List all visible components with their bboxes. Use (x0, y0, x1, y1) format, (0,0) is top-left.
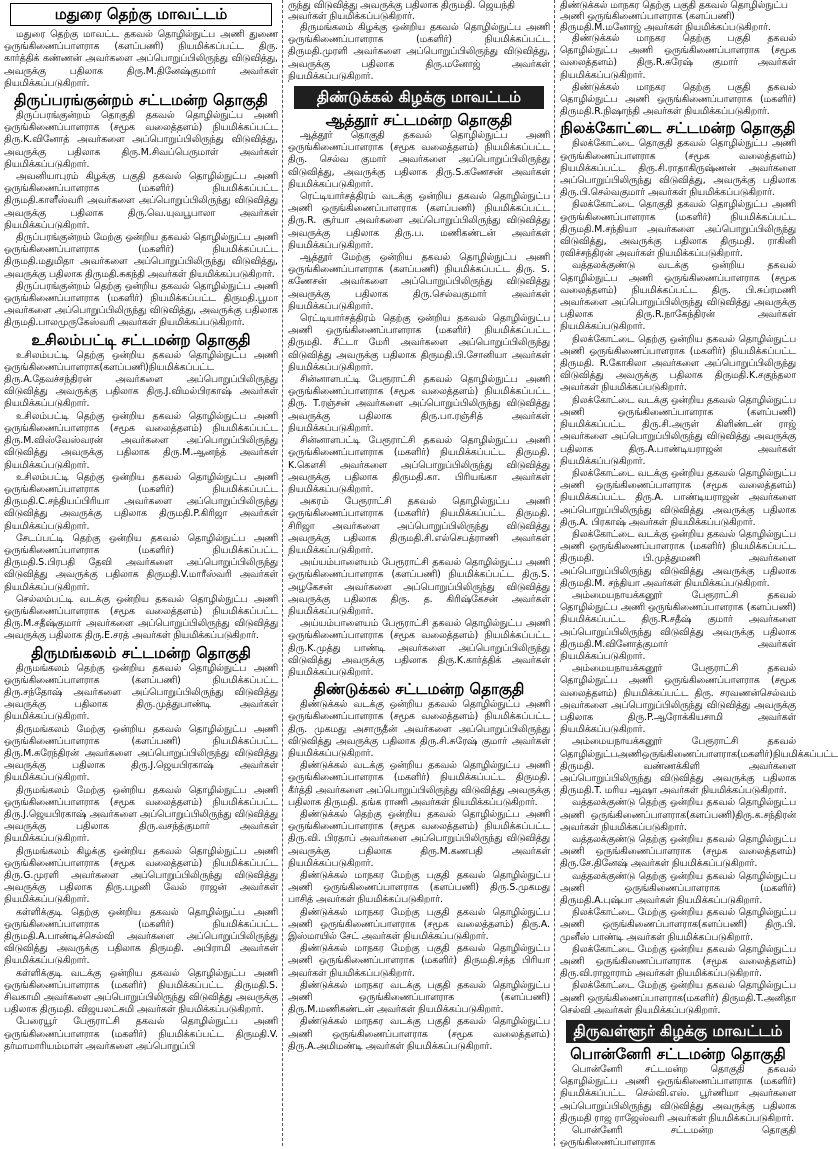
paragraph: பொன்னேரி சட்டமன்ற தொகுதி தகவல் தொழில்நுட்ப அணி ஒருங்கிணைப்பாளராக (மகளிர்) நியமிக்கப்பட்ட செல்வி.எஸ். பூர்ணிமா அவர்களை அப்பொறுப்பிலிருந்து விடுவித்து அவருக்கு பதிலாக திருமதி ராஜ ராஜேஸ்வரி அவர்கள் நியமிக்கப்படுகிறார். (560, 1064, 796, 1124)
paragraph: வத்தலக்குண்டு வடக்கு ஒன்றிய தகவல் தொழில்நுட்ப அணி ஒருங்கிணைப்பாளராக (சமூக வலைத்தளம்) நியமிக்கப்பட்ட திரு. பி.சுப்ரமணி அவர்களை அப்பொறுப்பிலிருந்து விடுவித்து அவருக்கு பதிலாக திரு.R.நாகேந்திரன் அவர்கள் நியமிக்கப்படுகிறார். (560, 260, 796, 333)
paragraph: நிலக்கோட்டை தொகுதி தகவல் தொழில்நுட்ப அணி ஒருங்கிணைப்பாளராக (மகளிர்) நியமிக்கப்பட்ட திருமதி.M.சந்தியா அவர்களை அப்பொறுப்பிலிருந்து விடுவித்து, அவருக்கு பதிலாக திருமதி. ராகினி ரவிச்சந்திரன் அவர்கள் நியமிக்கப்படுகிறார். (560, 199, 796, 260)
paragraph: நிலக்கோட்டை மேற்கு ஒன்றிய தகவல் தொழில்நுட்ப அணி ஒருங்கிணைப்பாளராக(மகளிர்) திருமதி.T.அனிதா செல்வி அவர்கள் நியமிக்கப்படுகிறார். (560, 980, 796, 1016)
paragraph: திருப்பரங்குன்றம் தெற்கு ஒன்றிய தகவல் தொழில்நுட்ப அணி ஒருங்கிணைப்பாளராக (மகளிர்) நியமிக்கப்பட்ட திருமதி.பூமா அவர்களை அப்பொறுப்பிலிருந்து விடுவித்து, அவருக்கு பதிலாக திருமதி.பாலமுருகேஸ்வரி அவர்கள் நியமிக்கப்படுகிறார். (4, 280, 278, 329)
paragraph: கள்ளிக்குடி வடக்கு ஒன்றிய தகவல் தொழில்நுட்ப அணி ஒருங்கிணைப்பாளராக (மகளிர்) நியமிக்கப்பட்ட திருமதி.S. சிவகாமி அவர்களை அப்பொறுப்பிலிருந்து விடுவித்து அவருக்கு பதிலாக திருமதி. விஜயலட்சுமி அவர்கள் நியமிக்கப்படுகிறார். (4, 967, 278, 1016)
district-title-dindigul-east: திண்டுக்கல் கிழக்கு மாவட்டம் (294, 86, 544, 109)
paragraph: வத்தலக்குண்டு தெற்கு ஒன்றிய தகவல் தொழில்நுட்ப அணி ஒருங்கிணைப்பாளராக (சமூக வலைத்தளம்) திரு.சே.தினேஷ் அவர்கள் நியமிக்கப்படுகிறார். (560, 834, 796, 870)
paragraph: நிலக்கோட்டை தெற்கு ஒன்றிய தகவல் தொழில்நுட்ப அணி ஒருங்கிணைப்பாளராக (மகளிர்) நியமிக்கப்பட்ட திருமதி. R.கோகிலா அவர்களை அப்பொறுப்பிலிருந்து விடுவித்து அவருக்கு பதிலாக திருமதி.K.சகுந்தலா அவர்கள் நியமிக்கப்படுகிறார். (560, 333, 796, 394)
column-2 (284, 0, 554, 1146)
paragraph: திண்டுக்கல் மாநகர மேற்கு பகுதி தகவல் தொழில்நுட்ப அணி ஒருங்கிணைப்பாளராக (மகளிர்) திருமதி.சந்த பிரியா அவர்கள் நியமிக்கப்படுகிறார். (288, 943, 550, 979)
continued-text: ருந்து விடுவித்து அவருக்கு பதிலாக திருமதி. ஜெயந்தி அவர்கள் நியமிக்கப்படுகிறார். (288, 0, 515, 22)
paragraph: திருமங்கலம் கிழக்கு ஒன்றிய தகவல் தொழில்நுட்ப அணி ஒருங்கிணைப்பாளராக (மகளிர்) நியமிக்கப்பட்ட திருமதி.முரளி அவர்களை அப்பொறுப்பிலிருந்து விடுவித்து, அவருக்கு பதிலாக திரு.மனோஜ் அவர்கள் நியமிக்கப்படுகிறார். (288, 22, 550, 82)
district-title-tiruvallur-east: திருவள்ளூர் கிழக்கு மாவட்டம் (566, 1020, 790, 1043)
paragraph: திண்டுக்கல் மாநகர மேற்கு பகுதி தகவல் தொழில்நுட்ப அணி ஒருங்கிணைப்பாளராக (களப்பணி) திரு.S.முகமது பாசித் அவர்கள் நியமிக்கப்படுகிறார். (288, 870, 550, 906)
section-title: நிலக்கோட்டை சட்டமன்ற தொகுதி (560, 119, 796, 138)
paragraph: உசிலம்பட்டி தெற்கு ஒன்றிய தகவல் தொழில்நுட்ப அணி ஒருங்கிணைப்பாளராக (சமூக வலைத்தளம்) நியமிக்கப்பட்ட திரு.M.விஸ்வேஸ்வரன் அவர்களை அப்பொறுப்பிலிருந்து விடுவித்து அவருக்கு பதிலாக திரு.M.ஆனந்த் அவர்கள் நியமிக்கப்படுகிறார். (4, 410, 278, 471)
section-title: திண்டுக்கல் சட்டமன்ற தொகுதி (313, 680, 525, 699)
paragraph: நிலக்கோட்டை தொகுதி தகவல் தொழில்நுட்ப அணி ஒருங்கிணைப்பாளராக (சமூக வலைத்தளம்) நியமிக்கப்பட்ட திரு.சி.ராதாகிருஷ்ணன் அவர்களை அப்பொறுப்பிலிருந்து விடுவித்து, அவருக்கு பதிலாக திரு.பி.செல்வகுமார் அவர்கள் நியமிக்கப்படுகிறார். (560, 138, 796, 199)
paragraph: அம்மையநாயக்கனூர் பேரூராட்சி தகவல் தொழில்நுட்ப அணி ஒருங்கிணைப்பாளராக (களப்பணி) நியமிக்கப்பட்ட திரு.R.சதீஷ் குமார் அவர்களை அப்பொறுப்பிலிருந்து விடுவித்து அவருக்கு பதிலாக திருமதி.M.வினோத்குமார் அவர்கள் நியமிக்கப்படுகிறார். (560, 589, 796, 662)
paragraph: உசிலம்பட்டி தெற்கு ஒன்றிய தகவல் தொழில்நுட்ப அணி ஒருங்கிணைப்பாளராக (மகளிர்) நியமிக்கப்பட்ட திருமதி.C.சந்தியப்பிரியா அவர்களை அப்பொறுப்பிலிருந்து விடுவித்து அவருக்கு பதிலாக திருமதி.P.கிரிஜா அவர்கள் நியமிக்கப்படுகிறார். (4, 471, 278, 532)
paragraph: திண்டுக்கல் வடக்கு ஒன்றிய தகவல் தொழில்நுட்ப அணி ஒருங்கிணைப்பாளராக (சமூக வலைத்தளம்) நியமிக்கப்பட்ட திரு. முகமது அசாருதீன் அவர்களை அப்பொறுப்பிலிருந்து விடுவித்து அவருக்கு பதிலாக திரு.சி.சுரேஷ் குமார் அவர்கள் நியமிக்கப்படுகிறார். (288, 699, 550, 759)
continued-text: திண்டுக்கல் மாநகர தெற்கு பகுதி தகவல் தொழில்நுட்ப அணி ஒருங்கிணைப்பாளராக (களப்பணி) திருமதி.M.மனோஜ் அவர்கள் நியமிக்கப்படுகிறார். (560, 0, 788, 33)
column-1 (0, 0, 282, 1146)
paragraph: திண்டுக்கல் மாநகர தெற்கு பகுதி தகவல் தொழில்நுட்ப அணி ஒருங்கிணைப்பாளராக (சமூக வலைத்தளம்) திரு.R.சுரேஷ் குமார் அவர்கள் நியமிக்கப்படுகிறார். (560, 33, 796, 81)
paragraph: திருப்பரங்குன்றம் தொகுதி தகவல் தொழில்நுட்ப அணி ஒருங்கிணைப்பாளராக (சமூக வலைத்தளம்) நியமிக்கப்பட்ட திரு.K.வினோத் அவர்களை அப்பொறுப்பிலிருந்து விடுவித்து, அவருக்கு பதிலாக திரு.M.சிவப்பெருமாள் அவர்கள் நியமிக்கப்படுகிறார். (4, 110, 278, 170)
paragraph: நிலக்கோட்டை மேற்கு ஒன்றிய தகவல் தொழில்நுட்ப அணி ஒருங்கிணைப்பாளராக(களப்பணி) திரு.பி. முனீஸ் பாண்டி அவர்கள் நியமிக்கப்படுகிறார். (560, 907, 796, 943)
section-title: ஆத்தூர் சட்டமன்ற தொகுதி (325, 111, 513, 130)
paragraph: ரெட்டியார்சத்திரம் தெற்கு ஒன்றிய தகவல் தொழில்நுட்ப அணி ஒருங்கிணைப்பாளராக (மகளிர்) நியமிக்கப்பட்ட திருமதி. சீட்டா மேரி அவர்களை அப்பொறுப்பிலிருந்து விடுவித்து அவருக்கு பதிலாக திருமதி.பி.சோனியா அவர்கள் நியமிக்கப்படுகிறார். (288, 313, 550, 373)
section-title: திருமங்கலம் சட்டமன்ற தொகுதி (31, 643, 251, 662)
paragraph: திருமங்கலம் தெற்கு ஒன்றிய தகவல் தொழில்நுட்ப அணி ஒருங்கிணைப்பாளராக (களப்பணி) நியமிக்கப்பட்ட திரு.சந்தோஷ் அவர்களை அப்பொறுப்பிலிருந்து விடுவித்து அவருக்கு பதிலாக திரு.முத்துபாண்டி அவர்கள் நியமிக்கப்படுகிறார். (4, 662, 278, 723)
paragraph: உசிலம்பட்டி தெற்கு ஒன்றிய தகவல் தொழில்நுட்ப அணி ஒருங்கிணைப்பாளராக(களப்பணி)நியமிக்கப்பட்ட திரு.A.தேவச்சந்திரன் அவர்களை அப்பொறுப்பிலிருந்து விடுவித்து அவருக்கு பதிலாக திரு.J.விமல்பிரகாஷ் அவர்கள் நியமிக்கப்படுகிறார். (4, 349, 278, 410)
paragraph: திருப்பரங்குன்றம் மேற்கு ஒன்றிய தகவல் தொழில்நுட்ப அணி ஒருங்கிணைப்பாளராக (மகளிர்) நியமிக்கப்பட்ட திருமதி.மதுமிதா அவர்களை அப்பொறுப்பிலிருந்து விடுவித்து, அவருக்கு பதிலாக திருமதி.சுகந்தி அவர்கள் நியமிக்கப்படுகிறார். (4, 232, 278, 280)
column-3 (556, 0, 838, 1149)
paragraph: திண்டுக்கல் மாநகர வடக்கு பகுதி தகவல் தொழில்நுட்ப அணி ஒருங்கிணைப்பாளராக (சமூக வலைத்தளம்) திரு.A.அமிமண்டி அவர்கள் நியமிக்கப்படுகிறார். (288, 1016, 550, 1052)
paragraph: வத்தலக்குண்டு தெற்கு ஒன்றிய தகவல் தொழில்நுட்ப அணி ஒருங்கிணைப்பாளராக(களப்பணி)திரு.க.சந்திரன் அவர்கள் நியமிக்கப்படுகிறார். (560, 797, 796, 833)
paragraph: அய்யம்பாளையம் பேரூராட்சி தகவல் தொழில்நுட்ப அணி ஒருங்கிணைப்பாளராக (சமூக வலைத்தளம்) நியமிக்கப்பட்ட திரு.K.முத்து பாண்டி அவர்களை அப்பொறுப்பிலிருந்து விடுவித்து அவருக்கு பதிலாக திரு.K.கார்த்திக் அவர்கள் நியமிக்கப்படுகிறார். (288, 618, 550, 678)
paragraph: அவனியாபுரம் கிழக்கு பகுதி தகவல் தொழில்நுட்ப அணி ஒருங்கிணைப்பாளராக (மகளிர்) நியமிக்கப்பட்ட திருமதி.காளீஸ்வரி அவர்களை அப்பொறுப்பிலிருந்து விடுவித்து அவருக்கு பதிலாக திரு.வெ.யுவபூபாலா அவர்கள் நியமிக்கப்படுகிறார். (4, 171, 278, 231)
paragraph: நிலக்கோட்டை வடக்கு ஒன்றிய தகவல் தொழில்நுட்ப அணி ஒருங்கிணைப்பாளராக (களப்பணி) நியமிக்கப்பட்ட திரு.சி.அருள் கிளிண்டன் ராஜ் அவர்களை அப்பொறுப்பிலிருந்து விடுவித்து அவருக்கு பதிலாக திரு.A.பாண்டியராஜன் அவர்கள் நியமிக்கப்படுகிறார். (560, 394, 796, 467)
column-divider (554, 0, 555, 1146)
column-divider (282, 0, 283, 1146)
paragraph: திருமங்கலம் கிழக்கு ஒன்றிய தகவல் தொழில்நுட்ப அணி ஒருங்கிணைப்பாளராக (சமூக வலைத்தளம்) நியமிக்கப்பட்ட திரு.G.முரளி அவர்களை அப்பொறுப்பிலிருந்து விடுவித்து அவருக்கு பதிலாக திரு.பழனி வேல் ராஜன் அவர்கள் நியமிக்கப்படுகிறார். (4, 845, 278, 906)
paragraph: ஆத்தூர் மேற்கு ஒன்றிய தகவல் தொழில்நுட்ப அணி ஒருங்கிணைப்பாளராக (களப்பணி) நியமிக்கப்பட்ட திரு. S. கணேசன் அவர்களை அப்பொறுப்பிலிருந்து விடுவித்து அவருக்கு பதிலாக திரு.செல்வகுமார் அவர்கள் நியமிக்கப்படுகிறார். (288, 252, 550, 312)
paragraph: சின்னாளபட்டி பேரூராட்சி தகவல் தொழில்நுட்ப அணி ஒருங்கிணைப்பாளராக (சமூக வலைத்தளம்) நியமிக்கப்பட்ட திரு. T.ரஞ்சன் அவர்களை அப்பொறுப்பிலிருந்து விடுவித்து அவருக்கு பதிலாக திரு.பா.ரஞ்சித் அவர்கள் நியமிக்கப்படுகிறார். (288, 374, 550, 434)
paragraph: திருமங்கலம் மேற்கு ஒன்றிய தகவல் தொழில்நுட்ப அணி ஒருங்கிணைப்பாளராக (சமூக வலைத்தளம்) நியமிக்கப்பட்ட திரு.J.ஜெயபிரகாஷ் அவர்களை அப்பொறுப்பிலிருந்து விடுவித்து அவருக்கு பதிலாக திரு.வசந்த்குமார் அவர்கள் நியமிக்கப்படுகிறார். (4, 784, 278, 845)
paragraph: செல்லம்பட்டி வடக்கு ஒன்றிய தகவல் தொழில்நுட்ப அணி ஒருங்கிணைப்பாளராக (சமூக வலைத்தளம்) நியமிக்கப்பட்ட திரு.M.சதீஷ்குமார் அவர்களை அப்பொறுப்பிலிருந்து விடுவித்து அவருக்கு பதிலாக திரு.E.சரத் அவர்கள் நியமிக்கப்படுகிறார். (4, 593, 278, 642)
paragraph: நிலக்கோட்டை மேற்கு ஒன்றிய தகவல் தொழில்நுட்ப அணி ஒருங்கிணைப்பாளராக (சமூக வலைத்தளம்) திரு.வி.ராஜாராம் அவர்கள் நியமிக்கப்படுகிறார். (560, 943, 796, 980)
paragraph: சின்னாளபட்டி பேரூராட்சி தகவல் தொழில்நுட்ப அணி ஒருங்கிணைப்பாளராக (மகளிர்) நியமிக்கப்பட்ட திருமதி. K.கௌசி அவர்களை அப்பொறுப்பிலிருந்து விடுவித்து அவருக்கு பதிலாக திருமதி.கா. பிரியங்கா அவர்கள் நியமிக்கப்படுகிறார். (288, 435, 550, 495)
paragraph: அம்மையநாயக்கனூர் பேரூராட்சி தகவல் தொழில்நுட்ப அணி ஒருங்கிணைப்பாளராக (சமூக வலைத்தளம்) நியமிக்கப்பட்ட திரு. சரவணன்செல்வம் அவர்களை அப்பொறுப்பிலிருந்து விடுவித்து அவருக்கு பதிலாக திரு.P.ஆரோக்கியசாமி அவர்கள் நியமிக்கப்படுகிறார். (560, 663, 796, 736)
paragraph: வத்தலக்குண்டு தெற்கு ஒன்றிய தகவல் தொழில்நுட்ப அணி ஒருங்கிணைப்பாளராக (மகளிர்) திருமதி.A.புஷ்பா அவர்கள் நியமிக்கப்படுகிறார். (560, 870, 796, 907)
paragraph: பொன்னேரி சட்டமன்ற தொகுதி ஒருங்கிணைப்பாளராக (560, 1125, 796, 1149)
paragraph: நிலக்கோட்டை வடக்கு ஒன்றிய தகவல் தொழில்நுட்ப அணி ஒருங்கிணைப்பாளராக (மகளிர்) நியமிக்கப்பட்ட திருமதி. பி.முத்துமணி அவர்களை அப்பொறுப்பிலிருந்து விடுவித்து அவருக்கு பதிலாக திருமதி.M. சந்தியா அவர்கள் நியமிக்கப்படுகிறார். (560, 528, 796, 589)
paragraph: திண்டுக்கல் தெற்கு ஒன்றிய தகவல் தொழில்நுட்ப அணி ஒருங்கிணைப்பாளராக (சமூக வலைத்தளம்) நியமிக்கப்பட்ட திரு.வி. பிரதாப் அவர்களை அப்பொறுப்பிலிருந்து விடுவித்து அவருக்கு பதிலாக திரு.M.கணபதி அவர்கள் நியமிக்கப்படுகிறார். (288, 808, 550, 869)
paragraph: அம்மையநாயக்கனூர் பேரூராட்சி தகவல் தொழில்நுட்பஅணிஒருங்கிணைப்பாளராக(மகளிர்)நியமிக்கப்பட்ட திருமதி. வண்ணக்கிளி அவர்களை அப்பொறுப்பிலிருந்து விடுவித்து அவருக்கு பதிலாக திருமதி.T. மரிய ஆஷா அவர்கள் நியமிக்கப்படுகிறார். (560, 736, 838, 797)
paragraph: சேடப்பட்டி தெற்கு ஒன்றிய தகவல் தொழில்நுட்ப அணி ஒருங்கிணைப்பாளராக (மகளிர்) நியமிக்கப்பட்ட திருமதி.S.பிரபதி தேவி அவர்களை அப்பொறுப்பிலிருந்து விடுவித்து அவருக்கு பதிலாக திருமதி.V.மாரீஸ்வரி அவர்கள் நியமிக்கப்படுகிறார். (4, 532, 278, 593)
paragraph: நிலக்கோட்டை வடக்கு ஒன்றிய தகவல் தொழில்நுட்ப அணி ஒருங்கிணைப்பாளராக (சமூக வலைத்தளம்) நியமிக்கப்பட்ட திரு.A. பாண்டியராஜன் அவர்களை அப்பொறுப்பிலிருந்து விடுவித்து அவருக்கு பதிலாக திரு.A. பிரகாஷ் அவர்கள் நியமிக்கப்படுகிறார். (560, 467, 796, 528)
section-title: திருப்பரங்குன்றம் சட்டமன்ற தொகுதி (14, 91, 268, 110)
paragraph: திண்டுக்கல் மாநகர தெற்கு பகுதி தகவல் தொழில்நுட்ப அணி ஒருங்கிணைப்பாளராக (மகளிர்) திருமதி.R.நிஷாந்தி அவர்கள் நியமிக்கப்படுகிறார். (560, 81, 796, 118)
paragraph: அய்யம்பாளையம் பேரூராட்சி தகவல் தொழில்நுட்ப அணி ஒருங்கிணைப்பாளராக (களப்பணி) நியமிக்கப்பட்ட திரு.S. அழகேசன் அவர்களை அப்பொறுப்பிலிருந்து விடுவித்து அவருக்கு பதிலாக திரு. த. கிரிஷ்கேசன் அவர்கள் நியமிக்கப்படுகிறார். (288, 557, 550, 617)
section-title: பொன்னேரி சட்டமன்ற தொகுதி (570, 1045, 786, 1064)
paragraph: திண்டுக்கல் மாநகர மேற்கு பகுதி தகவல் தொழில்நுட்ப அணி ஒருங்கிணைப்பாளராக (சமூக வலைத்தளம்) திரு.A. இஸ்மாயில் சேட் அவர்கள் நியமிக்கப்படுகிறார். (288, 906, 550, 943)
paragraph: ரெட்டியார்சத்திரம் வடக்கு ஒன்றிய தகவல் தொழில்நுட்ப அணி ஒருங்கிணைப்பாளராக (களப்பணி) நியமிக்கப்பட்ட திரு.R. சூர்யா அவர்களை அப்பொறுப்பிலிருந்து விடுவித்து அவருக்கு பதிலாக திரு.ப. மணிகண்டன் அவர்கள் நியமிக்கப்படுகிறார். (288, 191, 550, 251)
paragraph: கள்ளிக்குடி தெற்கு ஒன்றிய தகவல் தொழில்நுட்ப அணி ஒருங்கிணைப்பாளராக (மகளிர்) நியமிக்கப்பட்ட திருமதி.A.பாண்டிச்செல்வி அவர்களை அப்பொறுப்பிலிருந்து விடுவித்து அவருக்கு பதிலாக திருமதி. அபிராமி அவர்கள் நியமிக்கப்படுகிறார். (4, 906, 278, 967)
intro-paragraph: மதுரை தெற்கு மாவட்ட தகவல் தொழில்நுட்ப அணி துணை ஒருங்கிணைப்பாளராக (களப்பணி) நியமிக்கப்பட்ட திரு. கார்த்திக் கண்ணன் அவர்களை அப்பொறுப்பிலிருந்து விடுவித்து, அவருக்கு பதிலாக திரு.M.தினேஷ்குமார் அவர்கள் நியமிக்கப்படுகிறார். (4, 29, 278, 89)
paragraph: திண்டுக்கல் வடக்கு ஒன்றிய தகவல் தொழில்நுட்ப அணி ஒருங்கிணைப்பாளராக (மகளிர்) நியமிக்கப்பட்ட திருமதி. கீர்த்தி அவர்களை அப்பொறுப்பிலிருந்து விடுவித்து அவருக்கு பதிலாக திருமதி. தங்க ராணி அவர்கள் நியமிக்கப்படுகிறார். (288, 760, 550, 808)
district-title-madurai-south: மதுரை தெற்கு மாவட்டம் (10, 3, 272, 26)
paragraph: பேரையூர் பேரூராட்சி தகவல் தொழில்நுட்ப அணி ஒருங்கிணைப்பாளராக (மகளிர்) நியமிக்கப்பட்ட திருமதி.V. தர்மாமாரியம்மாள் அவர்களை அப்பொறுப்பி (4, 1016, 278, 1052)
paragraph: அகரம் பேரூராட்சி தகவல் தொழில்நுட்ப அணி ஒருங்கிணைப்பாளராக (மகளிர்) நியமிக்கப்பட்ட திருமதி. சிரிஜா அவர்களை அப்பொறுப்பிலிருந்து விடுவித்து அவருக்கு பதிலாக திருமதி.சி.எல்செபத்ராணி அவர்கள் நியமிக்கப்படுகிறார். (288, 496, 550, 556)
paragraph: திண்டுக்கல் மாநகர வடக்கு பகுதி தகவல் தொழில்நுட்ப அணி ஒருங்கிணைப்பாளராக (களப்பணி) திரு.M.மணிகண்டன் அவர்கள் நியமிக்கப்படுகிறார். (288, 979, 550, 1016)
paragraph: திருமங்கலம் மேற்கு ஒன்றிய தகவல் தொழில்நுட்ப அணி ஒருங்கிணைப்பாளராக (களப்பணி) நியமிக்கப்பட்ட திரு.M.சுரேந்திரன் அவர்களை அப்பொறுப்பிலிருந்து விடுவித்து அவருக்கு பதிலாக திரு.J.ஜெயபிரகாஷ் அவர்கள் நியமிக்கப்படுகிறார். (4, 723, 278, 784)
paragraph: ஆத்தூர் தொகுதி தகவல் தொழில்நுட்ப அணி ஒருங்கிணைப்பாளராக (சமூக வலைத்தளம்) நியமிக்கப்பட்ட திரு. செல்வ குமார் அவர்களை அப்பொறுப்பிலிருந்து விடுவித்து, அவருக்கு பதிலாக திரு.S.கணேசன் அவர்கள் நியமிக்கப்படுகிறார். (288, 130, 550, 190)
section-title: உசிலம்பட்டி சட்டமன்ற தொகுதி (31, 330, 251, 349)
